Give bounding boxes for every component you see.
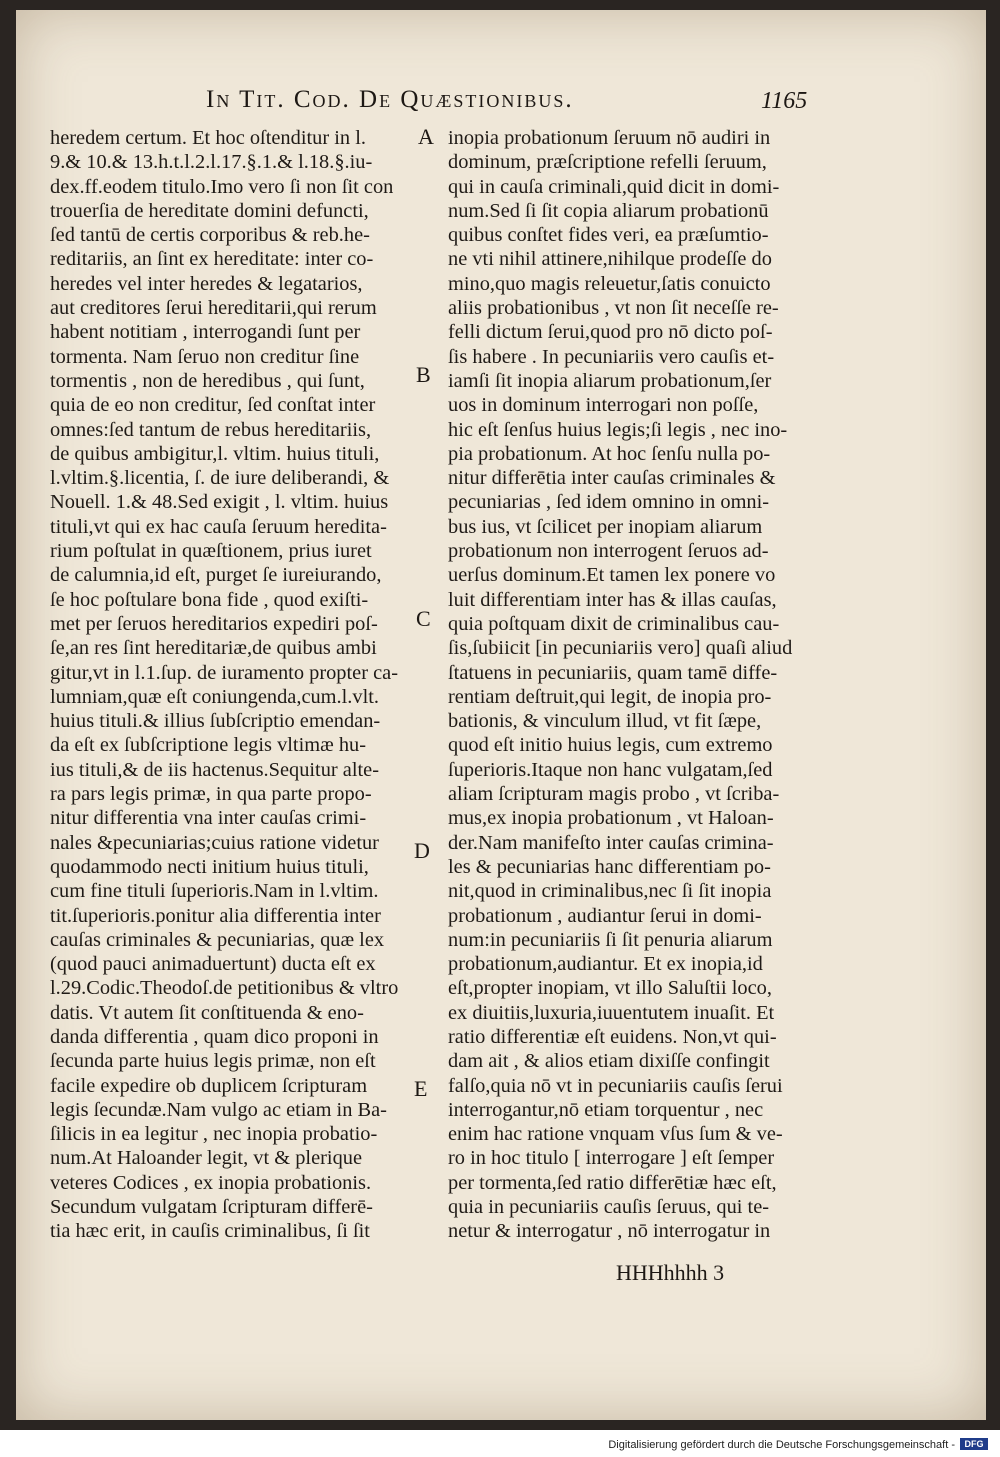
- text-line: tormentis , non de heredibus , qui ſunt,: [50, 369, 365, 392]
- text-line: inopia probationum ſeruum nō audiri in: [448, 127, 771, 149]
- text-line: tia hæc erit, in cauſis criminalibus, ſi ſit: [50, 1220, 370, 1243]
- text-line: tormenta. Nam ſeruo non creditur ſine: [50, 345, 360, 368]
- text-line: der.Nam manifeſto inter cauſas crimina-: [448, 831, 774, 854]
- text-line: enim hac ratione vnquam vſus ſum & ve-: [448, 1123, 783, 1146]
- text-line: num.At Haloander legit, vt & plerique: [50, 1147, 363, 1170]
- footer-credit: Digitalisierung gefördert durch die Deutsche Forschungsgemeinschaft -: [608, 1439, 955, 1451]
- text-line: les & pecuniarias hanc differentiam po-: [448, 855, 771, 878]
- text-line: bus ius, vt ſcilicet per inopiam aliarum: [448, 515, 763, 538]
- text-line: danda differentia , quam dico proponi in: [50, 1025, 379, 1048]
- text-line: probationum non interrogent ſeruos ad-: [448, 540, 769, 563]
- text-line: quia de eo non creditur, ſed conſtat inter: [50, 394, 376, 417]
- text-line: quod eſt initio huius legis, cum extremo: [448, 734, 773, 757]
- page-title: In Tit. Cod. De Quæstionibus.: [206, 86, 574, 113]
- text-line: Nouell. 1.& 48.Sed exigit , l. vltim. huius: [50, 491, 389, 514]
- text-line: reditariis, an ſint ex hereditate: inter co-: [50, 248, 374, 271]
- text-line: ſuperioris.Itaque non hanc vulgatam,ſed: [448, 758, 773, 781]
- text-line: habent notitiam , interrogandi ſunt per: [50, 321, 361, 344]
- text-line: nitur differentia vna inter cauſas crimi-: [50, 807, 367, 830]
- text-line: datis. Vt autem ſit conſtituenda & eno-: [50, 1001, 364, 1024]
- text-line: ſis,ſubiicit [in pecuniariis vero] quaſi aliud: [448, 637, 793, 660]
- text-line: num:in pecuniariis ſi ſit penuria aliarum: [448, 928, 773, 951]
- text-line: 9.& 10.& 13.h.t.l.2.l.17.§.1.& l.18.§.iu-: [50, 151, 373, 174]
- text-line: eſt,propter inopiam, vt illo Saluſtii loco,: [448, 977, 772, 1000]
- text-line: luit differentiam inter has & illas cauſas,: [448, 588, 777, 611]
- margin-letter-a: A: [418, 124, 434, 149]
- text-line: legis ſecundæ.Nam vulgo ac etiam in Ba-: [50, 1098, 387, 1121]
- text-line: tit.ſuperioris.ponitur alia differentia inter: [50, 904, 381, 927]
- text-line: ſed tantū de certis corporibus & reb.he-: [50, 224, 370, 247]
- right-text-column: [448, 126, 820, 1244]
- text-line: aut creditores ſerui hereditarii,qui rerum: [50, 297, 377, 320]
- text-line: ſis habere . In pecuniariis vero cauſis et-: [448, 345, 775, 368]
- text-line: l.vltim.§.licentia, ſ. de iure deliberandi, &: [50, 467, 390, 490]
- text-line: ra pars legis primæ, in qua parte propo-: [50, 783, 372, 806]
- text-line: tituli,vt qui ex hac cauſa ſeruum heredita-: [50, 515, 387, 538]
- text-line: pecuniarias , ſed idem omnino in omni-: [448, 491, 770, 514]
- text-line: nit,quod in criminalibus,nec ſi ſit inopia: [448, 880, 772, 903]
- text-line: dominum, præſcriptione refelli ſeruum,: [448, 151, 767, 174]
- signature-mark: HHHhhhh 3: [616, 1260, 725, 1285]
- text-line: dam ait , & alios etiam dixiſſe confingit: [448, 1050, 770, 1073]
- text-line: pia probationum. At hoc ſenſu nulla po-: [448, 442, 771, 465]
- book-page: [16, 10, 986, 1420]
- margin-letter-b: B: [416, 362, 431, 387]
- page-number: 1165: [761, 88, 808, 114]
- text-line: da eſt ex ſubſcriptione legis vltimæ hu-: [50, 734, 366, 757]
- text-line: mino,quo magis releuetur,ſatis conuicto: [448, 272, 771, 295]
- text-line: l.29.Codic.Theodoſ.de petitionibus & vltro: [50, 977, 399, 1000]
- text-line: trouerſia de hereditate domini defuncti,: [50, 199, 369, 222]
- text-line: ſilicis in ea legitur , nec inopia probatio-: [50, 1123, 378, 1146]
- text-line: per tormenta,ſed ratio differētiæ hæc eſt,: [448, 1171, 777, 1194]
- text-line: heredem certum. Et hoc oſtenditur in l.: [50, 127, 366, 149]
- digitization-footer: [0, 1430, 1000, 1457]
- text-line: hic eſt ſenſus huius legis;ſi legis , nec ino-: [448, 418, 788, 441]
- text-line: (quod pauci animaduertunt) ducta eſt ex: [50, 953, 376, 976]
- text-line: Secundum vulgatam ſcripturam differē-: [50, 1196, 373, 1219]
- text-line: heredes vel inter heredes & legatarios,: [50, 272, 363, 295]
- text-line: huius tituli.& illius ſubſcriptio emendan-: [50, 710, 381, 733]
- text-line: nitur differētia inter cauſas criminales &: [448, 467, 776, 490]
- text-line: bationis, & vinculum illud, vt fit ſæpe,: [448, 710, 762, 733]
- text-line: felli dictum ſerui,quod pro nō dicto poſ-: [448, 321, 773, 344]
- text-line: veteres Codices , ex inopia probationis.: [50, 1171, 372, 1194]
- text-line: quia in pecuniariis cauſis ſeruus, qui te-: [448, 1196, 770, 1219]
- dfg-logo-icon: DFG: [960, 1438, 988, 1450]
- margin-letter-e: E: [414, 1076, 428, 1101]
- text-line: rentiam deſtruit,qui legit, de inopia pro-: [448, 685, 772, 708]
- text-line: ex diuitiis,luxuria,iuuentutem inuaſit. Et: [448, 1001, 775, 1024]
- text-line: falſo,quia nō vt in pecuniariis cauſis ſerui: [448, 1074, 783, 1097]
- text-line: dex.ff.eodem titulo.Imo vero ſi non ſit con: [50, 175, 394, 198]
- text-line: mus,ex inopia probationum , vt Haloan-: [448, 807, 774, 830]
- text-line: netur & interrogatur , nō interrogatur in: [448, 1220, 771, 1243]
- text-line: interrogantur,nō etiam torquentur , nec: [448, 1098, 764, 1121]
- text-line: qui in cauſa criminali,quid dicit in domi-: [448, 175, 780, 198]
- margin-letter-c: C: [416, 606, 431, 631]
- text-line: quia poſtquam dixit de criminalibus cau-: [448, 612, 780, 635]
- text-line: cauſas criminales & pecuniarias, quæ lex: [50, 928, 385, 951]
- text-line: quodammodo necti initium huius tituli,: [50, 855, 369, 878]
- text-line: rium poſtulat in quæſtionem, prius iuret: [50, 540, 372, 563]
- text-line: de quibus ambigitur,l. vltim. huius tituli,: [50, 442, 380, 465]
- text-line: ratio differentiæ eſt euidens. Non,vt qui-: [448, 1025, 777, 1048]
- text-line: uerſus dominum.Et tamen lex ponere vo: [448, 564, 776, 587]
- text-line: ſtatuens in pecuniariis, quam tamē diffe-: [448, 661, 778, 684]
- text-line: aliam ſcripturam magis probo , vt ſcriba-: [448, 783, 780, 806]
- text-line: uos in dominum interrogari non poſſe,: [448, 394, 759, 417]
- text-line: aliis probationibus , vt non ſit neceſſe re-: [448, 297, 779, 320]
- text-line: ius tituli,& de iis hactenus.Sequitur alte-: [50, 758, 380, 781]
- text-line: quibus conſtet fides veri, ea præſumtio-: [448, 224, 769, 247]
- text-line: ſe hoc poſtulare bona fide , quod exiſti-: [50, 588, 369, 611]
- text-line: facile expedire ob duplicem ſcripturam: [50, 1074, 368, 1097]
- text-line: met per ſeruos hereditarios expediri poſ-: [50, 612, 378, 635]
- left-text-column: [50, 126, 422, 1244]
- text-line: omnes:ſed tantum de rebus hereditariis,: [50, 418, 372, 441]
- text-line: ne vti nihil attinere,nihilque prodeſſe do: [448, 248, 772, 271]
- text-line: ſecunda parte huius legis primæ, non eſt: [50, 1050, 376, 1073]
- text-line: probationum , audiantur ſerui in domi-: [448, 904, 762, 927]
- text-line: ſe,an res ſint hereditariæ,de quibus ambi: [50, 637, 377, 660]
- text-line: ro in hoc titulo [ interrogare ] eſt ſemper: [448, 1147, 775, 1170]
- text-line: de calumnia,id eſt, purget ſe iureiurando,: [50, 564, 382, 587]
- text-line: num.Sed ſi ſit copia aliarum probationū: [448, 199, 769, 222]
- text-line: iamſi ſit inopia aliarum probationum,ſer: [448, 369, 772, 392]
- text-line: nales &pecuniarias;cuius ratione videtur: [50, 831, 379, 854]
- running-header: [16, 86, 986, 126]
- margin-letter-d: D: [414, 838, 430, 863]
- text-line: probationum,audiantur. Et ex inopia,id: [448, 953, 763, 976]
- text-line: cum fine tituli ſuperioris.Nam in l.vltim.: [50, 880, 379, 903]
- text-line: lumniam,quæ eſt coniungenda,cum.l.vlt.: [50, 685, 380, 708]
- text-line: gitur,vt in l.1.ſup. de iuramento propter ca-: [50, 661, 398, 684]
